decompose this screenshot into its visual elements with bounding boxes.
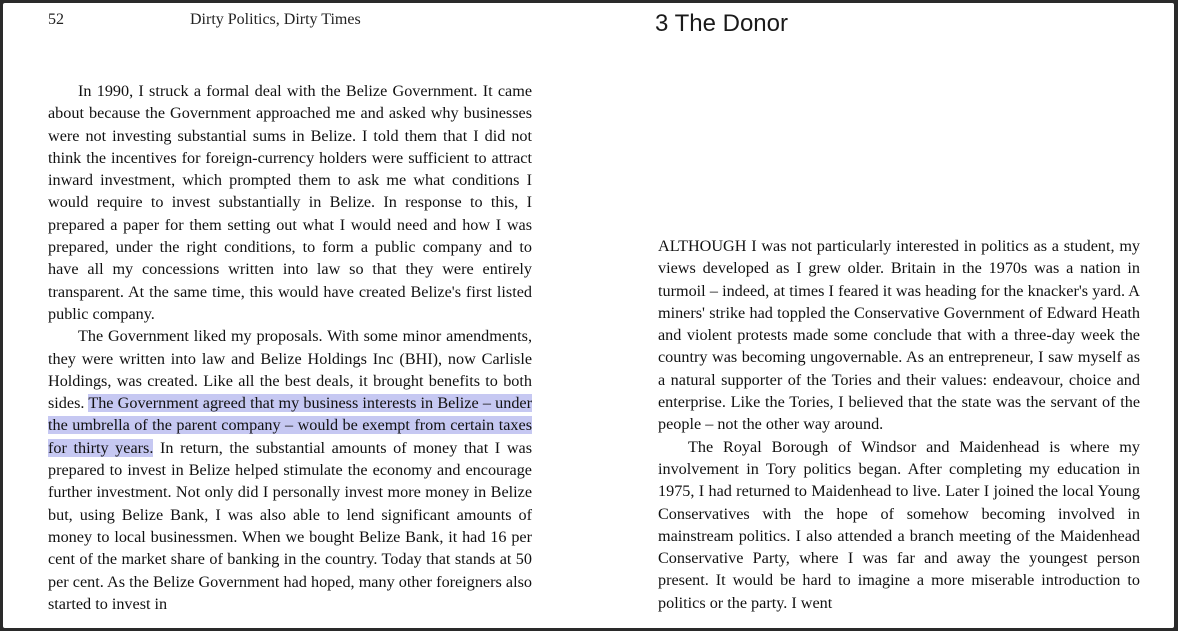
paragraph: In 1990, I struck a formal deal with the Belize Government. It came about because the Government approached me and asked why businesses were not investing substantial sums in Belize. I told them that I did not think the incentives for foreign-currency holders were sufficient to attract inward investment, which prompted them to ask me what conditions I would require to invest substantially in Belize. In response to this, I prepared a paper for them setting out what I would need and how I was prepared, under the right conditions, to form a public company and to have all my concessions written into law so that they were entirely transparent. At the same time, this would have created Belize's first listed public company. <box>48 82 532 323</box>
left-page-body <box>48 80 532 615</box>
paragraph-text: The Government liked my proposals. With some minor amendments, they were written into law and Belize Holdings Inc (BHI), now Carlisle Holdings, was created. Like all the best deals, it brought benefits to both sides. <box>48 327 532 413</box>
chapter-title: 3 The Donor <box>655 10 788 37</box>
right-page <box>603 3 1174 628</box>
paragraph-text: In return, the substantial amounts of money that I was prepared to invest in Belize helped stimulate the economy and encourage further investment. Not only did I personally invest more money in Belize but, using Belize Bank, I was also able to lend significant amounts of money to local businessmen. When we bought Belize Bank, it had 16 per cent of the market share of banking in the country. Today that stands at 50 per cent. As the Belize Government had hoped, many other foreigners also started to invest in <box>48 438 532 613</box>
highlighted-passage[interactable]: The Government agreed that my business interests in Belize – under the umbrella of the parent company – would be exempt from certain taxes for thirty years. <box>48 394 532 457</box>
book-viewer <box>3 3 1174 628</box>
page-number: 52 <box>48 11 64 28</box>
running-title: Dirty Politics, Dirty Times <box>190 11 361 28</box>
paragraph <box>48 325 532 615</box>
running-header <box>48 11 538 35</box>
right-page-body <box>658 235 1140 614</box>
paragraph: ALTHOUGH I was not particularly interested in politics as a student, my views developed as I grew older. Britain in the 1970s was a nation in turmoil – indeed, at times I feared it was heading for the knacker's yard. A miners' strike had toppled the Conservative Government of Edward Heath and violent protests made some conclude that with a three-day week the country was becoming ungovernable. As an entrepreneur, I saw myself as a natural supporter of the Tories and their values: endeavour, choice and enterprise. Like the Tories, I believed that the state was the servant of the people – not the other way around. <box>658 237 1140 434</box>
left-page <box>3 3 581 628</box>
paragraph: The Royal Borough of Windsor and Maidenhead is where my involvement in Tory politics began. After completing my education in 1975, I had returned to Maidenhead to live. Later I joined the local Young Conservatives with the hope of somehow becoming involved in mainstream politics. I also attended a branch meeting of the Maidenhead Conservative Party, where I was far and away the youngest person present. It would be hard to imagine a more miserable introduction to politics or the party. I went <box>658 437 1140 612</box>
